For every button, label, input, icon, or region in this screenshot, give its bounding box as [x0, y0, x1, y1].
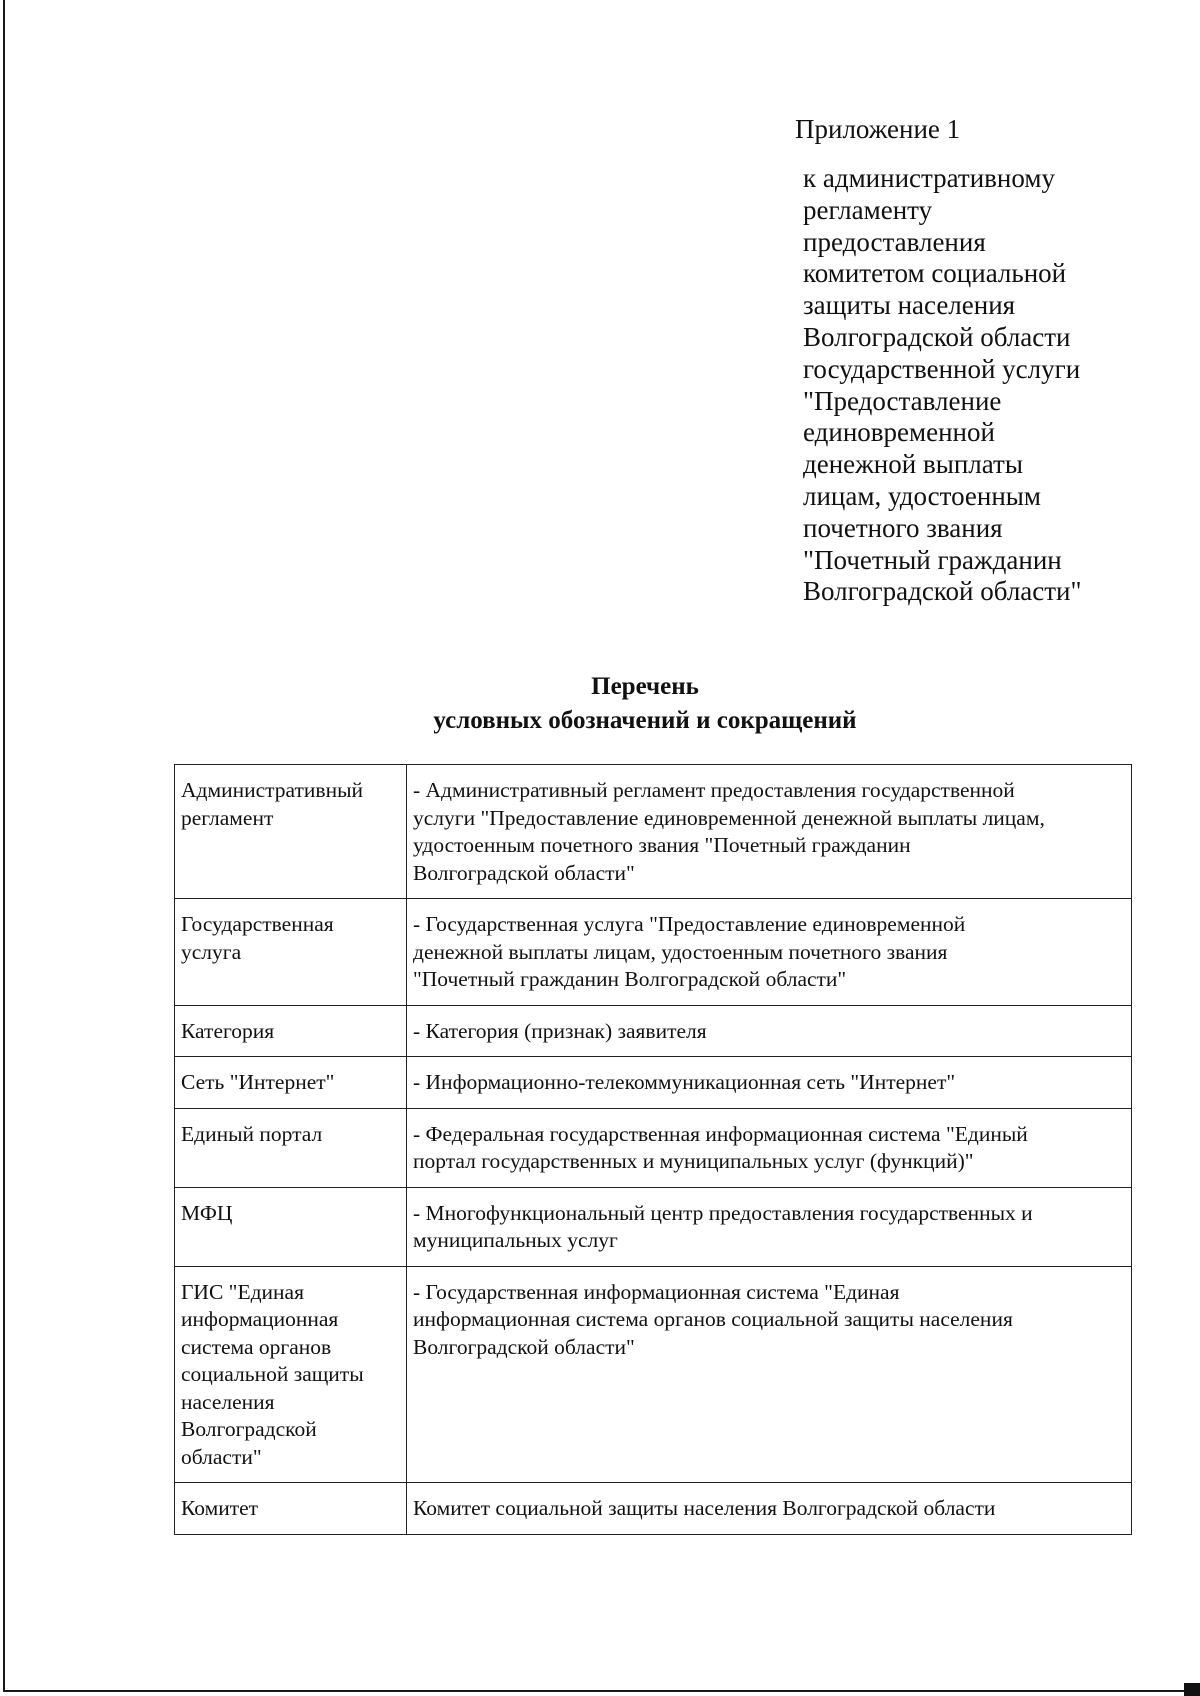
term-line: Административный: [181, 778, 364, 802]
term-cell: [175, 1108, 407, 1187]
term-cell: [175, 1483, 407, 1535]
definition-line: Комитет социальной защиты населения Волгоградской области: [413, 1496, 996, 1520]
term-cell: [175, 1057, 407, 1109]
definition-line: удостоенным почетного звания "Почетный гражданин: [413, 833, 911, 857]
definition-line: муниципальных услуг: [413, 1228, 618, 1252]
term-cell: [175, 1187, 407, 1266]
appendix-subtitle-line: к административному: [803, 163, 1055, 193]
table-row: [175, 899, 1132, 1006]
document-heading: [0, 670, 1200, 738]
term-line: населения: [181, 1389, 275, 1414]
term-line: Категория: [181, 1018, 275, 1043]
table-row: [175, 1266, 1132, 1483]
term-line: информационная: [181, 1307, 339, 1331]
term-line: услуга: [181, 939, 242, 964]
table-row: [175, 1187, 1132, 1266]
term-line: социальной защиты: [181, 1362, 364, 1386]
term-line: Сеть "Интернет": [181, 1070, 335, 1094]
definition-line: "Почетный гражданин Волгоградской области": [413, 967, 847, 991]
definition-line: - Многофункциональный центр предоставления государственных и: [413, 1200, 1033, 1225]
appendix-subtitle-line: "Почетный гражданин: [803, 544, 1062, 575]
appendix-title: Приложение 1: [795, 114, 961, 144]
table-row: [175, 1057, 1132, 1109]
term-line: Единый портал: [181, 1121, 323, 1146]
definition-cell: [407, 899, 1132, 1006]
appendix-subtitle-line: Волгоградской области": [803, 576, 1082, 607]
term-line: Волгоградской: [181, 1417, 317, 1441]
definition-line: - Федеральная государственная информационная система "Единый: [413, 1121, 1028, 1146]
definition-line: информационная система органов социальной защиты населения: [413, 1307, 1013, 1331]
heading-line-2: условных обозначений и сокращений: [433, 707, 857, 734]
definition-line: портал государственных и муниципальных услуг (функций)": [413, 1149, 974, 1173]
term-line: регламент: [181, 805, 274, 830]
appendix-subtitle-line: государственной услуги: [803, 353, 1081, 384]
appendix-subtitle-line: комитетом социальной: [803, 258, 1067, 289]
scan-bottom-border: [3, 1690, 1200, 1692]
definition-cell: [407, 1108, 1132, 1187]
definition-cell: [407, 1187, 1132, 1266]
appendix-subtitle-line: почетного звания: [803, 512, 1003, 543]
definition-line: Волгоградской области": [413, 860, 635, 885]
term-line: Государственная: [181, 912, 334, 936]
appendix-subtitle-line: единовременной: [803, 417, 995, 448]
term-cell: [175, 765, 407, 899]
definition-line: денежной выплаты лицам, удостоенным почетного звания: [413, 939, 948, 964]
definition-line: Волгоградской области": [413, 1334, 635, 1359]
definition-cell: [407, 1266, 1132, 1483]
term-line: области": [181, 1444, 262, 1469]
definition-line: - Государственная информационная система "Единая: [413, 1279, 900, 1304]
scan-left-border: [3, 0, 5, 1692]
definition-cell: [407, 1005, 1132, 1057]
term-cell: [175, 899, 407, 1006]
definition-cell: [407, 1483, 1132, 1535]
term-line: Комитет: [181, 1496, 259, 1520]
table-row: [175, 765, 1132, 899]
appendix-subtitle-line: предоставления: [803, 226, 986, 257]
abbreviations-table: [174, 764, 1132, 1535]
appendix-subtitle-line: регламенту: [803, 194, 933, 225]
term-cell: [175, 1266, 407, 1483]
term-line: МФЦ: [181, 1200, 233, 1225]
appendix-subtitle: [803, 163, 1163, 608]
appendix-subtitle-line: лицам, удостоенным: [803, 480, 1042, 511]
definition-cell: [407, 1057, 1132, 1109]
appendix-subtitle-line: "Предоставление: [803, 385, 1002, 416]
definition-line: - Категория (признак) заявителя: [413, 1018, 707, 1043]
table-row: [175, 1108, 1132, 1187]
term-line: ГИС "Единая: [181, 1279, 304, 1304]
definition-line: - Информационно-телекоммуникационная сеть "Интернет": [413, 1070, 956, 1094]
scan-corner-mark: [1184, 1683, 1200, 1696]
table-row: [175, 1483, 1132, 1535]
appendix-subtitle-line: защиты населения: [803, 290, 1016, 321]
definition-line: - Государственная услуга "Предоставление единовременной: [413, 912, 966, 936]
table-row: [175, 1005, 1132, 1057]
appendix-subtitle-line: денежной выплаты: [803, 449, 1023, 480]
term-line: система органов: [181, 1334, 332, 1359]
heading-line-1: Перечень: [591, 673, 699, 700]
definition-cell: [407, 765, 1132, 899]
appendix-subtitle-line: Волгоградской области: [803, 321, 1071, 352]
term-cell: [175, 1005, 407, 1057]
definition-line: услуги "Предоставление единовременной денежной выплаты лицам,: [413, 805, 1045, 830]
definition-line: - Административный регламент предоставления государственной: [413, 778, 1015, 802]
